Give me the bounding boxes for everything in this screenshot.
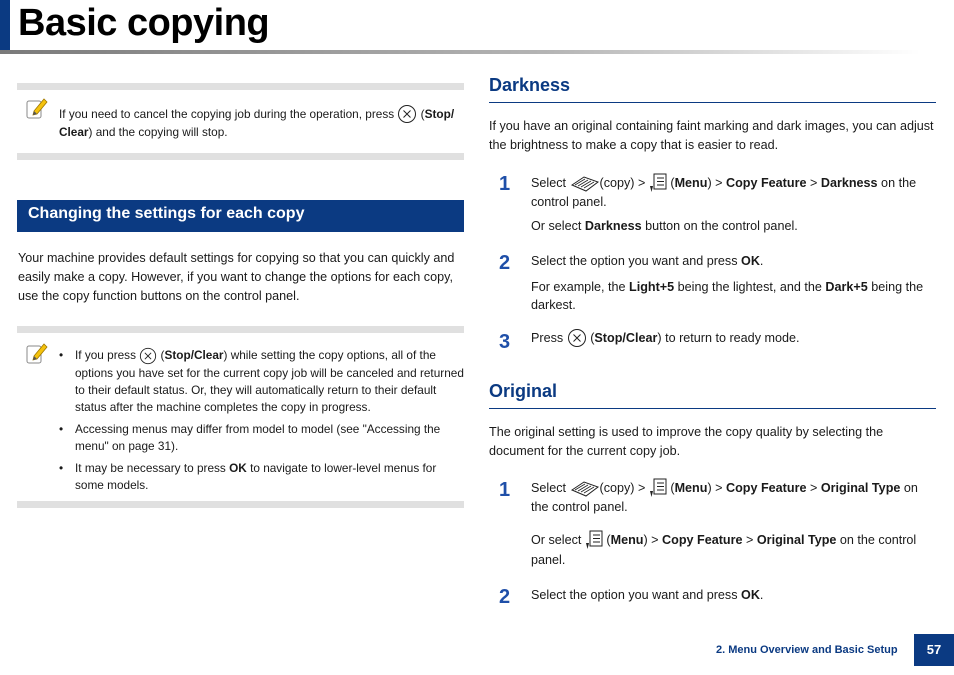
- original-step-2-number: 2: [499, 586, 511, 608]
- darkness-intro: If you have an original containing faint marking and dark images, you can adjust the brightness to make a copy that is easier to read.: [489, 119, 934, 152]
- darkness-step-1-alt: Or select Darkness button on the control panel.: [531, 219, 798, 233]
- page-number: 57: [914, 634, 954, 666]
- copy-icon: [570, 173, 600, 193]
- original-step-1-text: Select (copy) > (Menu) > Copy Feature > Original Type on the control panel.: [531, 478, 936, 516]
- menu-icon: [585, 530, 603, 550]
- stop-clear-icon: [139, 347, 157, 365]
- section-intro: Your machine provides default settings for copying so that you can quickly and easily make a copy. However, if you want to change the options for each copy, use the copy function buttons on the control panel.: [18, 251, 455, 303]
- title-rule: [0, 50, 920, 54]
- original-intro: The original setting is used to improve the copy quality by selecting the document for the current copy job.: [489, 425, 884, 458]
- note-pencil-icon: [25, 341, 49, 365]
- stop-clear-icon: [397, 104, 417, 124]
- header-accent-bar: [0, 0, 10, 52]
- darkness-step-3-number: 3: [499, 331, 511, 353]
- darkness-step-3-text: Press (Stop/Clear) to return to ready mode.: [531, 328, 936, 348]
- note-copy-options: [17, 326, 464, 508]
- original-step-1-alt: Or select (Menu) > Copy Feature > Original Type on the control panel.: [531, 530, 936, 570]
- original-step-1-number: 1: [499, 479, 511, 501]
- note-pencil-icon: [25, 96, 49, 120]
- darkness-rule: [489, 102, 936, 103]
- list-item: • If you press (Stop/Clear) while setting the copy options, all of the options you have set for the current copy job will be canceled and returned to their default status. Or, they will automatically return to their default status after the machine completes the copy in progress.: [75, 347, 465, 416]
- note-list: [75, 347, 465, 499]
- darkness-step-2-number: 2: [499, 252, 511, 274]
- menu-icon: [649, 173, 667, 193]
- original-step-2-text: Select the option you want and press OK.: [531, 588, 764, 602]
- original-heading: Original: [489, 381, 558, 401]
- stop-clear-icon: [567, 328, 587, 348]
- page-title: Basic copying: [18, 2, 270, 44]
- footer-section-label: 2. Menu Overview and Basic Setup: [716, 644, 898, 656]
- darkness-heading: Darkness: [489, 75, 571, 95]
- list-item: • It may be necessary to press OK to navigate to lower-level menus for some models.: [75, 460, 465, 494]
- copy-icon: [570, 478, 600, 498]
- note-cancel-copy: [17, 83, 464, 160]
- menu-icon: [649, 478, 667, 498]
- list-item: • Accessing menus may differ from model to model (see "Accessing the menu" on page 31).: [75, 421, 465, 455]
- darkness-step-1-number: 1: [499, 173, 511, 195]
- original-rule: [489, 408, 936, 409]
- section-title-bar: Changing the settings for each copy: [17, 200, 464, 232]
- darkness-step-2-text: Select the option you want and press OK.: [531, 254, 764, 268]
- note-cancel-text: If you need to cancel the copying job during the operation, press (Stop/ Clear) and the copying will stop.: [59, 104, 459, 141]
- darkness-step-2-example: For example, the Light+5 being the lightest, and the Dark+5 being the darkest.: [531, 280, 924, 312]
- darkness-step-1-text: Select (copy) > (Menu) > Copy Feature > Darkness on the control panel.: [531, 173, 936, 211]
